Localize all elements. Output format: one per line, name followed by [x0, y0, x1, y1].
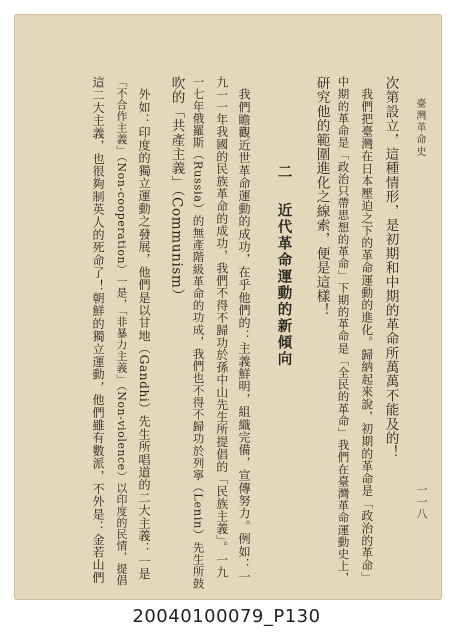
document-page — [14, 14, 442, 600]
text-column-7: 一七年俄羅斯（Russia）的無產階級革命的功成，我們也不得不歸功於列寧（Lenin）先生所鼓 — [191, 76, 206, 590]
running-header-title: 臺灣革命史 — [414, 98, 425, 158]
page-number: 一一八 — [415, 484, 428, 520]
text-column-2: 我們把臺灣在日本壓迫之下的革命運動的進化。歸納起來說，初期的革命是「政治的革命」 — [359, 88, 374, 584]
text-column-10: 「不合作主義」（Non-cooperation）一是，「非暴力主義」（Non-violence）以印度的民情，提倡 — [114, 76, 128, 586]
section-title: 近代革命運動的新傾向 — [275, 202, 293, 368]
section-heading — [276, 164, 291, 368]
archive-id-caption: 20040100079_P130 — [132, 606, 321, 627]
text-column-3: 中期的革命是「政治只帶思想的革命」下期的革命是「全民的革命」我們在臺灣革命運動史上， — [336, 76, 351, 585]
text-column-4: 研究他的範圍進化之線索，便是這樣！ — [313, 76, 330, 318]
text-column-9: 外如：印度的獨立運動之發展，他們是以甘地（Gandhi）先生所唱道的二大主義：一是 — [137, 88, 152, 581]
text-column-6: 九一一年我國的民族革命的成功，我們不得不歸功於孫中山先生所提倡的「民族主義」。一九 — [214, 76, 229, 579]
text-column-1: 次第設立，這種情形，是初期和中期的革命所萬萬不能及的！ — [382, 76, 399, 460]
text-column-11: 這二大主義，也很夠制英人的死命了！朝鮮的獨立運動，他們雖有數派，不外是：金若山們 — [91, 76, 106, 584]
text-column-8: 吹的「共產主義」（Communism） — [168, 76, 185, 303]
text-column-5: 我們瞻觀近世革命運動的成功，在乎他們的：主義鮮明，組織完備，宣傳努力。例如：一 — [237, 88, 252, 584]
section-number: 二 — [275, 164, 293, 181]
